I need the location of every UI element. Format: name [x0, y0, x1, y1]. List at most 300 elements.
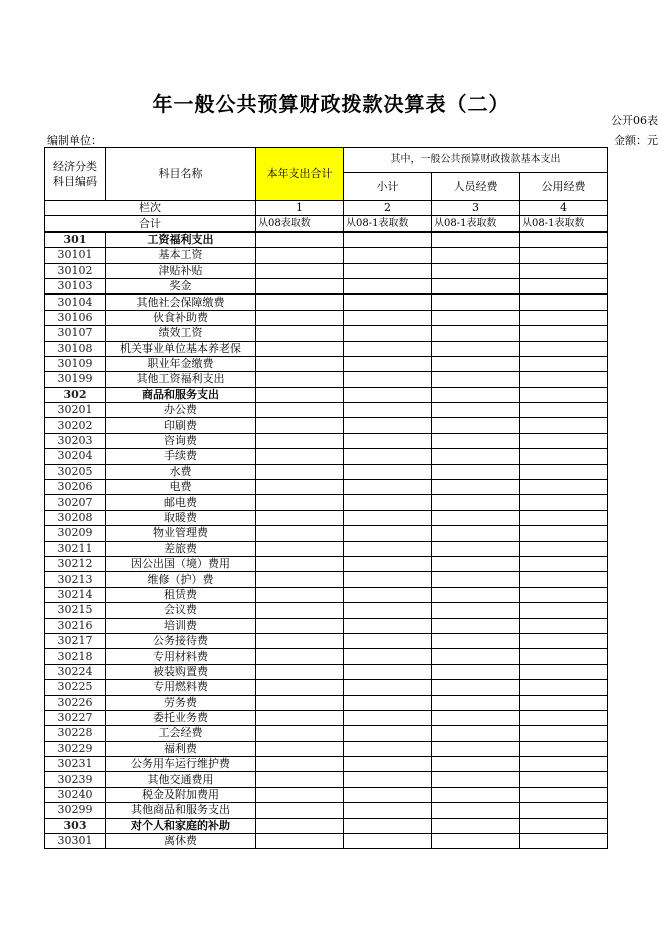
row-name: 其他社会保障缴费 — [106, 294, 256, 310]
table-row — [45, 603, 608, 618]
row-total-cell[interactable] — [256, 341, 344, 356]
row-personnel-cell[interactable] — [432, 710, 520, 725]
table-row — [45, 294, 608, 310]
row-name: 印刷费 — [106, 418, 256, 433]
row-total-cell[interactable] — [256, 818, 344, 833]
row-code: 30224 — [45, 664, 106, 679]
row-personnel-cell[interactable] — [432, 526, 520, 541]
row-total-cell[interactable] — [256, 248, 344, 263]
row-name: 机关事业单位基本养老保 — [106, 341, 256, 356]
row-personnel-cell[interactable] — [432, 695, 520, 710]
row-subtotal-cell[interactable] — [344, 418, 432, 433]
row-public-cell[interactable] — [520, 387, 608, 402]
row-code: 30218 — [45, 649, 106, 664]
row-name: 因公出国（境）费用 — [106, 556, 256, 571]
row-name: 劳务费 — [106, 695, 256, 710]
row-code: 30228 — [45, 726, 106, 741]
seq-4: 4 — [520, 201, 608, 216]
row-name: 水费 — [106, 464, 256, 479]
row-name: 取暖费 — [106, 510, 256, 525]
row-total-cell[interactable] — [256, 464, 344, 479]
row-total-cell[interactable] — [256, 526, 344, 541]
row-code: 30208 — [45, 510, 106, 525]
row-public-cell[interactable] — [520, 248, 608, 263]
row-code: 303 — [45, 818, 106, 833]
table-row — [45, 387, 608, 402]
seq-label: 栏次 — [45, 201, 256, 216]
row-personnel-cell[interactable] — [432, 649, 520, 664]
row-subtotal-cell[interactable] — [344, 263, 432, 278]
row-name: 办公费 — [106, 403, 256, 418]
budget-table — [44, 147, 608, 849]
row-personnel-cell[interactable] — [432, 480, 520, 495]
row-total-cell[interactable] — [256, 372, 344, 387]
row-code: 30212 — [45, 556, 106, 571]
row-name: 专用材料费 — [106, 649, 256, 664]
row-subtotal-cell[interactable] — [344, 741, 432, 756]
table-row — [45, 418, 608, 433]
row-public-cell[interactable] — [520, 757, 608, 772]
table-row — [45, 680, 608, 695]
row-personnel-cell[interactable] — [432, 541, 520, 556]
row-personnel-cell[interactable] — [432, 680, 520, 695]
row-public-cell[interactable] — [520, 526, 608, 541]
row-code: 30213 — [45, 572, 106, 587]
seq-row — [45, 201, 608, 216]
row-personnel-cell[interactable] — [432, 248, 520, 263]
row-personnel-cell[interactable] — [432, 772, 520, 787]
row-personnel-cell[interactable] — [432, 326, 520, 341]
row-total-cell[interactable] — [256, 294, 344, 310]
row-personnel-cell[interactable] — [432, 556, 520, 571]
row-subtotal-cell[interactable] — [344, 495, 432, 510]
row-subtotal-cell[interactable] — [344, 757, 432, 772]
row-subtotal-cell[interactable] — [344, 818, 432, 833]
row-subtotal-cell[interactable] — [344, 403, 432, 418]
table-row — [45, 664, 608, 679]
row-subtotal-cell[interactable] — [344, 541, 432, 556]
table-row — [45, 248, 608, 263]
row-code: 30101 — [45, 248, 106, 263]
header-public: 公用经费 — [520, 173, 608, 201]
row-subtotal-cell[interactable] — [344, 232, 432, 248]
row-name: 商品和服务支出 — [106, 387, 256, 402]
row-subtotal-cell[interactable] — [344, 278, 432, 294]
row-code: 30231 — [45, 757, 106, 772]
row-public-cell[interactable] — [520, 495, 608, 510]
row-subtotal-cell[interactable] — [344, 787, 432, 802]
header-personnel: 人员经费 — [432, 173, 520, 201]
row-name: 差旅费 — [106, 541, 256, 556]
row-total-cell[interactable] — [256, 541, 344, 556]
row-code: 30226 — [45, 695, 106, 710]
row-personnel-cell[interactable] — [432, 587, 520, 602]
row-code: 30215 — [45, 603, 106, 618]
seq-1: 1 — [256, 201, 344, 216]
row-personnel-cell[interactable] — [432, 834, 520, 849]
table-row — [45, 356, 608, 371]
row-total-cell[interactable] — [256, 726, 344, 741]
table-row — [45, 834, 608, 849]
table-row — [45, 618, 608, 633]
row-subtotal-cell[interactable] — [344, 710, 432, 725]
row-total-cell[interactable] — [256, 664, 344, 679]
row-code: 30301 — [45, 834, 106, 849]
row-public-cell[interactable] — [520, 649, 608, 664]
row-personnel-cell[interactable] — [432, 572, 520, 587]
row-personnel-cell[interactable] — [432, 726, 520, 741]
row-subtotal-cell[interactable] — [344, 387, 432, 402]
row-total-cell[interactable] — [256, 680, 344, 695]
row-personnel-cell[interactable] — [432, 495, 520, 510]
row-personnel-cell[interactable] — [432, 232, 520, 248]
row-name: 税金及附加费用 — [106, 787, 256, 802]
row-total-cell[interactable] — [256, 572, 344, 587]
row-personnel-cell[interactable] — [432, 294, 520, 310]
row-code: 30206 — [45, 480, 106, 495]
row-total-cell[interactable] — [256, 356, 344, 371]
row-name: 物业管理费 — [106, 526, 256, 541]
row-total-cell[interactable] — [256, 418, 344, 433]
row-name: 其他交通费用 — [106, 772, 256, 787]
row-code: 30229 — [45, 741, 106, 756]
row-subtotal-cell[interactable] — [344, 356, 432, 371]
row-subtotal-cell[interactable] — [344, 649, 432, 664]
row-public-cell[interactable] — [520, 772, 608, 787]
row-public-cell[interactable] — [520, 726, 608, 741]
row-code: 30199 — [45, 372, 106, 387]
row-personnel-cell[interactable] — [432, 464, 520, 479]
page-title: 年一般公共预算财政拨款决算表（二） — [152, 92, 510, 116]
row-subtotal-cell[interactable] — [344, 294, 432, 310]
compiling-unit-label: 编制单位： — [47, 134, 102, 147]
table-row — [45, 787, 608, 802]
table-row — [45, 741, 608, 756]
row-total-cell[interactable] — [256, 834, 344, 849]
row-subtotal-cell[interactable] — [344, 341, 432, 356]
table-row — [45, 372, 608, 387]
row-name: 维修（护）费 — [106, 572, 256, 587]
row-total-cell[interactable] — [256, 710, 344, 725]
row-code: 30216 — [45, 618, 106, 633]
row-public-cell[interactable] — [520, 310, 608, 325]
row-subtotal-cell[interactable] — [344, 572, 432, 587]
row-name: 其他工资福利支出 — [106, 372, 256, 387]
row-personnel-cell[interactable] — [432, 418, 520, 433]
row-personnel-cell[interactable] — [432, 341, 520, 356]
row-name: 离休费 — [106, 834, 256, 849]
row-code: 30104 — [45, 294, 106, 310]
header-subtotal: 小计 — [344, 173, 432, 201]
total-c2: 从08-1表取数 — [344, 216, 432, 232]
table-row — [45, 278, 608, 294]
row-subtotal-cell[interactable] — [344, 664, 432, 679]
row-personnel-cell[interactable] — [432, 618, 520, 633]
row-personnel-cell[interactable] — [432, 278, 520, 294]
row-public-cell[interactable] — [520, 372, 608, 387]
table-row — [45, 433, 608, 448]
row-public-cell[interactable] — [520, 556, 608, 571]
row-total-cell[interactable] — [256, 387, 344, 402]
row-public-cell[interactable] — [520, 449, 608, 464]
row-name: 工会经费 — [106, 726, 256, 741]
row-subtotal-cell[interactable] — [344, 680, 432, 695]
row-name: 被装购置费 — [106, 664, 256, 679]
row-code: 30299 — [45, 803, 106, 818]
seq-2: 2 — [344, 201, 432, 216]
row-public-cell[interactable] — [520, 818, 608, 833]
row-public-cell[interactable] — [520, 710, 608, 725]
row-name: 其他商品和服务支出 — [106, 803, 256, 818]
row-public-cell[interactable] — [520, 263, 608, 278]
row-public-cell[interactable] — [520, 664, 608, 679]
row-subtotal-cell[interactable] — [344, 803, 432, 818]
row-total-cell[interactable] — [256, 757, 344, 772]
row-public-cell[interactable] — [520, 541, 608, 556]
header-group: 其中，一般公共预算财政拨款基本支出 — [344, 148, 608, 173]
row-public-cell[interactable] — [520, 232, 608, 248]
row-subtotal-cell[interactable] — [344, 772, 432, 787]
row-code: 30203 — [45, 433, 106, 448]
table-row — [45, 510, 608, 525]
row-personnel-cell[interactable] — [432, 356, 520, 371]
header-name: 科目名称 — [106, 148, 256, 201]
total-row — [45, 216, 608, 232]
row-subtotal-cell[interactable] — [344, 510, 432, 525]
table-row — [45, 633, 608, 648]
row-total-cell[interactable] — [256, 633, 344, 648]
row-total-cell[interactable] — [256, 278, 344, 294]
total-c4: 从08-1表取数 — [520, 216, 608, 232]
row-public-cell[interactable] — [520, 341, 608, 356]
table-row — [45, 464, 608, 479]
row-code: 30201 — [45, 403, 106, 418]
row-name: 租赁费 — [106, 587, 256, 602]
table-row — [45, 757, 608, 772]
row-subtotal-cell[interactable] — [344, 526, 432, 541]
row-code: 301 — [45, 232, 106, 248]
row-total-cell[interactable] — [256, 556, 344, 571]
row-code: 30108 — [45, 341, 106, 356]
table-row — [45, 263, 608, 278]
row-subtotal-cell[interactable] — [344, 587, 432, 602]
row-personnel-cell[interactable] — [432, 403, 520, 418]
row-public-cell[interactable] — [520, 326, 608, 341]
row-total-cell[interactable] — [256, 326, 344, 341]
row-subtotal-cell[interactable] — [344, 618, 432, 633]
row-total-cell[interactable] — [256, 649, 344, 664]
table-row — [45, 526, 608, 541]
row-public-cell[interactable] — [520, 618, 608, 633]
row-personnel-cell[interactable] — [432, 633, 520, 648]
row-code: 30204 — [45, 449, 106, 464]
row-name: 委托业务费 — [106, 710, 256, 725]
row-name: 培训费 — [106, 618, 256, 633]
row-public-cell[interactable] — [520, 741, 608, 756]
row-name: 电费 — [106, 480, 256, 495]
row-public-cell[interactable] — [520, 403, 608, 418]
row-public-cell[interactable] — [520, 510, 608, 525]
row-public-cell[interactable] — [520, 356, 608, 371]
row-code: 30202 — [45, 418, 106, 433]
row-personnel-cell[interactable] — [432, 664, 520, 679]
row-name: 手续费 — [106, 449, 256, 464]
row-name: 津贴补贴 — [106, 263, 256, 278]
row-code: 30240 — [45, 787, 106, 802]
row-code: 30109 — [45, 356, 106, 371]
row-public-cell[interactable] — [520, 480, 608, 495]
row-public-cell[interactable] — [520, 278, 608, 294]
row-public-cell[interactable] — [520, 695, 608, 710]
total-label: 合计 — [45, 216, 256, 232]
row-code: 30205 — [45, 464, 106, 479]
row-total-cell[interactable] — [256, 495, 344, 510]
row-personnel-cell[interactable] — [432, 310, 520, 325]
table-row — [45, 818, 608, 833]
row-code: 30217 — [45, 633, 106, 648]
row-total-cell[interactable] — [256, 618, 344, 633]
table-row — [45, 341, 608, 356]
row-code: 30211 — [45, 541, 106, 556]
row-name: 公务用车运行维护费 — [106, 757, 256, 772]
table-row — [45, 403, 608, 418]
row-subtotal-cell[interactable] — [344, 464, 432, 479]
table-row — [45, 572, 608, 587]
row-personnel-cell[interactable] — [432, 433, 520, 448]
row-code: 30225 — [45, 680, 106, 695]
row-personnel-cell[interactable] — [432, 757, 520, 772]
row-public-cell[interactable] — [520, 433, 608, 448]
row-public-cell[interactable] — [520, 418, 608, 433]
row-name: 伙食补助费 — [106, 310, 256, 325]
row-personnel-cell[interactable] — [432, 263, 520, 278]
row-public-cell[interactable] — [520, 603, 608, 618]
table-row — [45, 449, 608, 464]
row-code: 30227 — [45, 710, 106, 725]
row-public-cell[interactable] — [520, 587, 608, 602]
row-name: 基本工资 — [106, 248, 256, 263]
table-row — [45, 310, 608, 325]
row-code: 30209 — [45, 526, 106, 541]
row-total-cell[interactable] — [256, 603, 344, 618]
row-code: 30239 — [45, 772, 106, 787]
row-name: 咨询费 — [106, 433, 256, 448]
row-personnel-cell[interactable] — [432, 372, 520, 387]
row-code: 302 — [45, 387, 106, 402]
header-code: 经济分类科目编码 — [45, 148, 106, 201]
table-row — [45, 710, 608, 725]
row-subtotal-cell[interactable] — [344, 433, 432, 448]
row-total-cell[interactable] — [256, 695, 344, 710]
row-personnel-cell[interactable] — [432, 510, 520, 525]
row-name: 邮电费 — [106, 495, 256, 510]
amount-unit-label: 金额：元 — [614, 134, 658, 147]
row-total-cell[interactable] — [256, 310, 344, 325]
row-public-cell[interactable] — [520, 633, 608, 648]
row-total-cell[interactable] — [256, 449, 344, 464]
table-row — [45, 803, 608, 818]
row-subtotal-cell[interactable] — [344, 695, 432, 710]
row-code: 30207 — [45, 495, 106, 510]
row-name: 专用燃料费 — [106, 680, 256, 695]
row-subtotal-cell[interactable] — [344, 726, 432, 741]
row-name: 奖金 — [106, 278, 256, 294]
row-subtotal-cell[interactable] — [344, 326, 432, 341]
table-row — [45, 541, 608, 556]
row-personnel-cell[interactable] — [432, 603, 520, 618]
row-code: 30102 — [45, 263, 106, 278]
table-row — [45, 587, 608, 602]
row-total-cell[interactable] — [256, 433, 344, 448]
table-row — [45, 326, 608, 341]
row-total-cell[interactable] — [256, 803, 344, 818]
row-public-cell[interactable] — [520, 803, 608, 818]
row-total-cell[interactable] — [256, 787, 344, 802]
row-personnel-cell[interactable] — [432, 818, 520, 833]
row-personnel-cell[interactable] — [432, 387, 520, 402]
row-personnel-cell[interactable] — [432, 803, 520, 818]
row-public-cell[interactable] — [520, 834, 608, 849]
row-total-cell[interactable] — [256, 263, 344, 278]
row-personnel-cell[interactable] — [432, 741, 520, 756]
row-subtotal-cell[interactable] — [344, 633, 432, 648]
table-row — [45, 495, 608, 510]
table-row — [45, 232, 608, 248]
header-total: 本年支出合计 — [256, 148, 344, 201]
row-subtotal-cell[interactable] — [344, 603, 432, 618]
table-row — [45, 772, 608, 787]
table-row — [45, 556, 608, 571]
row-total-cell[interactable] — [256, 587, 344, 602]
row-public-cell[interactable] — [520, 787, 608, 802]
row-total-cell[interactable] — [256, 480, 344, 495]
row-public-cell[interactable] — [520, 294, 608, 310]
row-public-cell[interactable] — [520, 572, 608, 587]
form-number: 公开06表 — [611, 114, 658, 127]
total-c1: 从08表取数 — [256, 216, 344, 232]
row-total-cell[interactable] — [256, 510, 344, 525]
row-personnel-cell[interactable] — [432, 449, 520, 464]
row-code: 30214 — [45, 587, 106, 602]
row-name: 会议费 — [106, 603, 256, 618]
row-total-cell[interactable] — [256, 741, 344, 756]
row-personnel-cell[interactable] — [432, 787, 520, 802]
row-subtotal-cell[interactable] — [344, 310, 432, 325]
row-name: 对个人和家庭的补助 — [106, 818, 256, 833]
row-name: 绩效工资 — [106, 326, 256, 341]
row-subtotal-cell[interactable] — [344, 834, 432, 849]
row-name: 职业年金缴费 — [106, 356, 256, 371]
row-name: 福利费 — [106, 741, 256, 756]
row-subtotal-cell[interactable] — [344, 248, 432, 263]
row-subtotal-cell[interactable] — [344, 372, 432, 387]
row-total-cell[interactable] — [256, 232, 344, 248]
row-subtotal-cell[interactable] — [344, 556, 432, 571]
seq-3: 3 — [432, 201, 520, 216]
table-row — [45, 726, 608, 741]
total-c3: 从08-1表取数 — [432, 216, 520, 232]
table-row — [45, 649, 608, 664]
row-code: 30107 — [45, 326, 106, 341]
row-total-cell[interactable] — [256, 403, 344, 418]
row-subtotal-cell[interactable] — [344, 480, 432, 495]
row-total-cell[interactable] — [256, 772, 344, 787]
table-row — [45, 480, 608, 495]
row-subtotal-cell[interactable] — [344, 449, 432, 464]
row-code: 30103 — [45, 278, 106, 294]
row-public-cell[interactable] — [520, 680, 608, 695]
row-public-cell[interactable] — [520, 464, 608, 479]
